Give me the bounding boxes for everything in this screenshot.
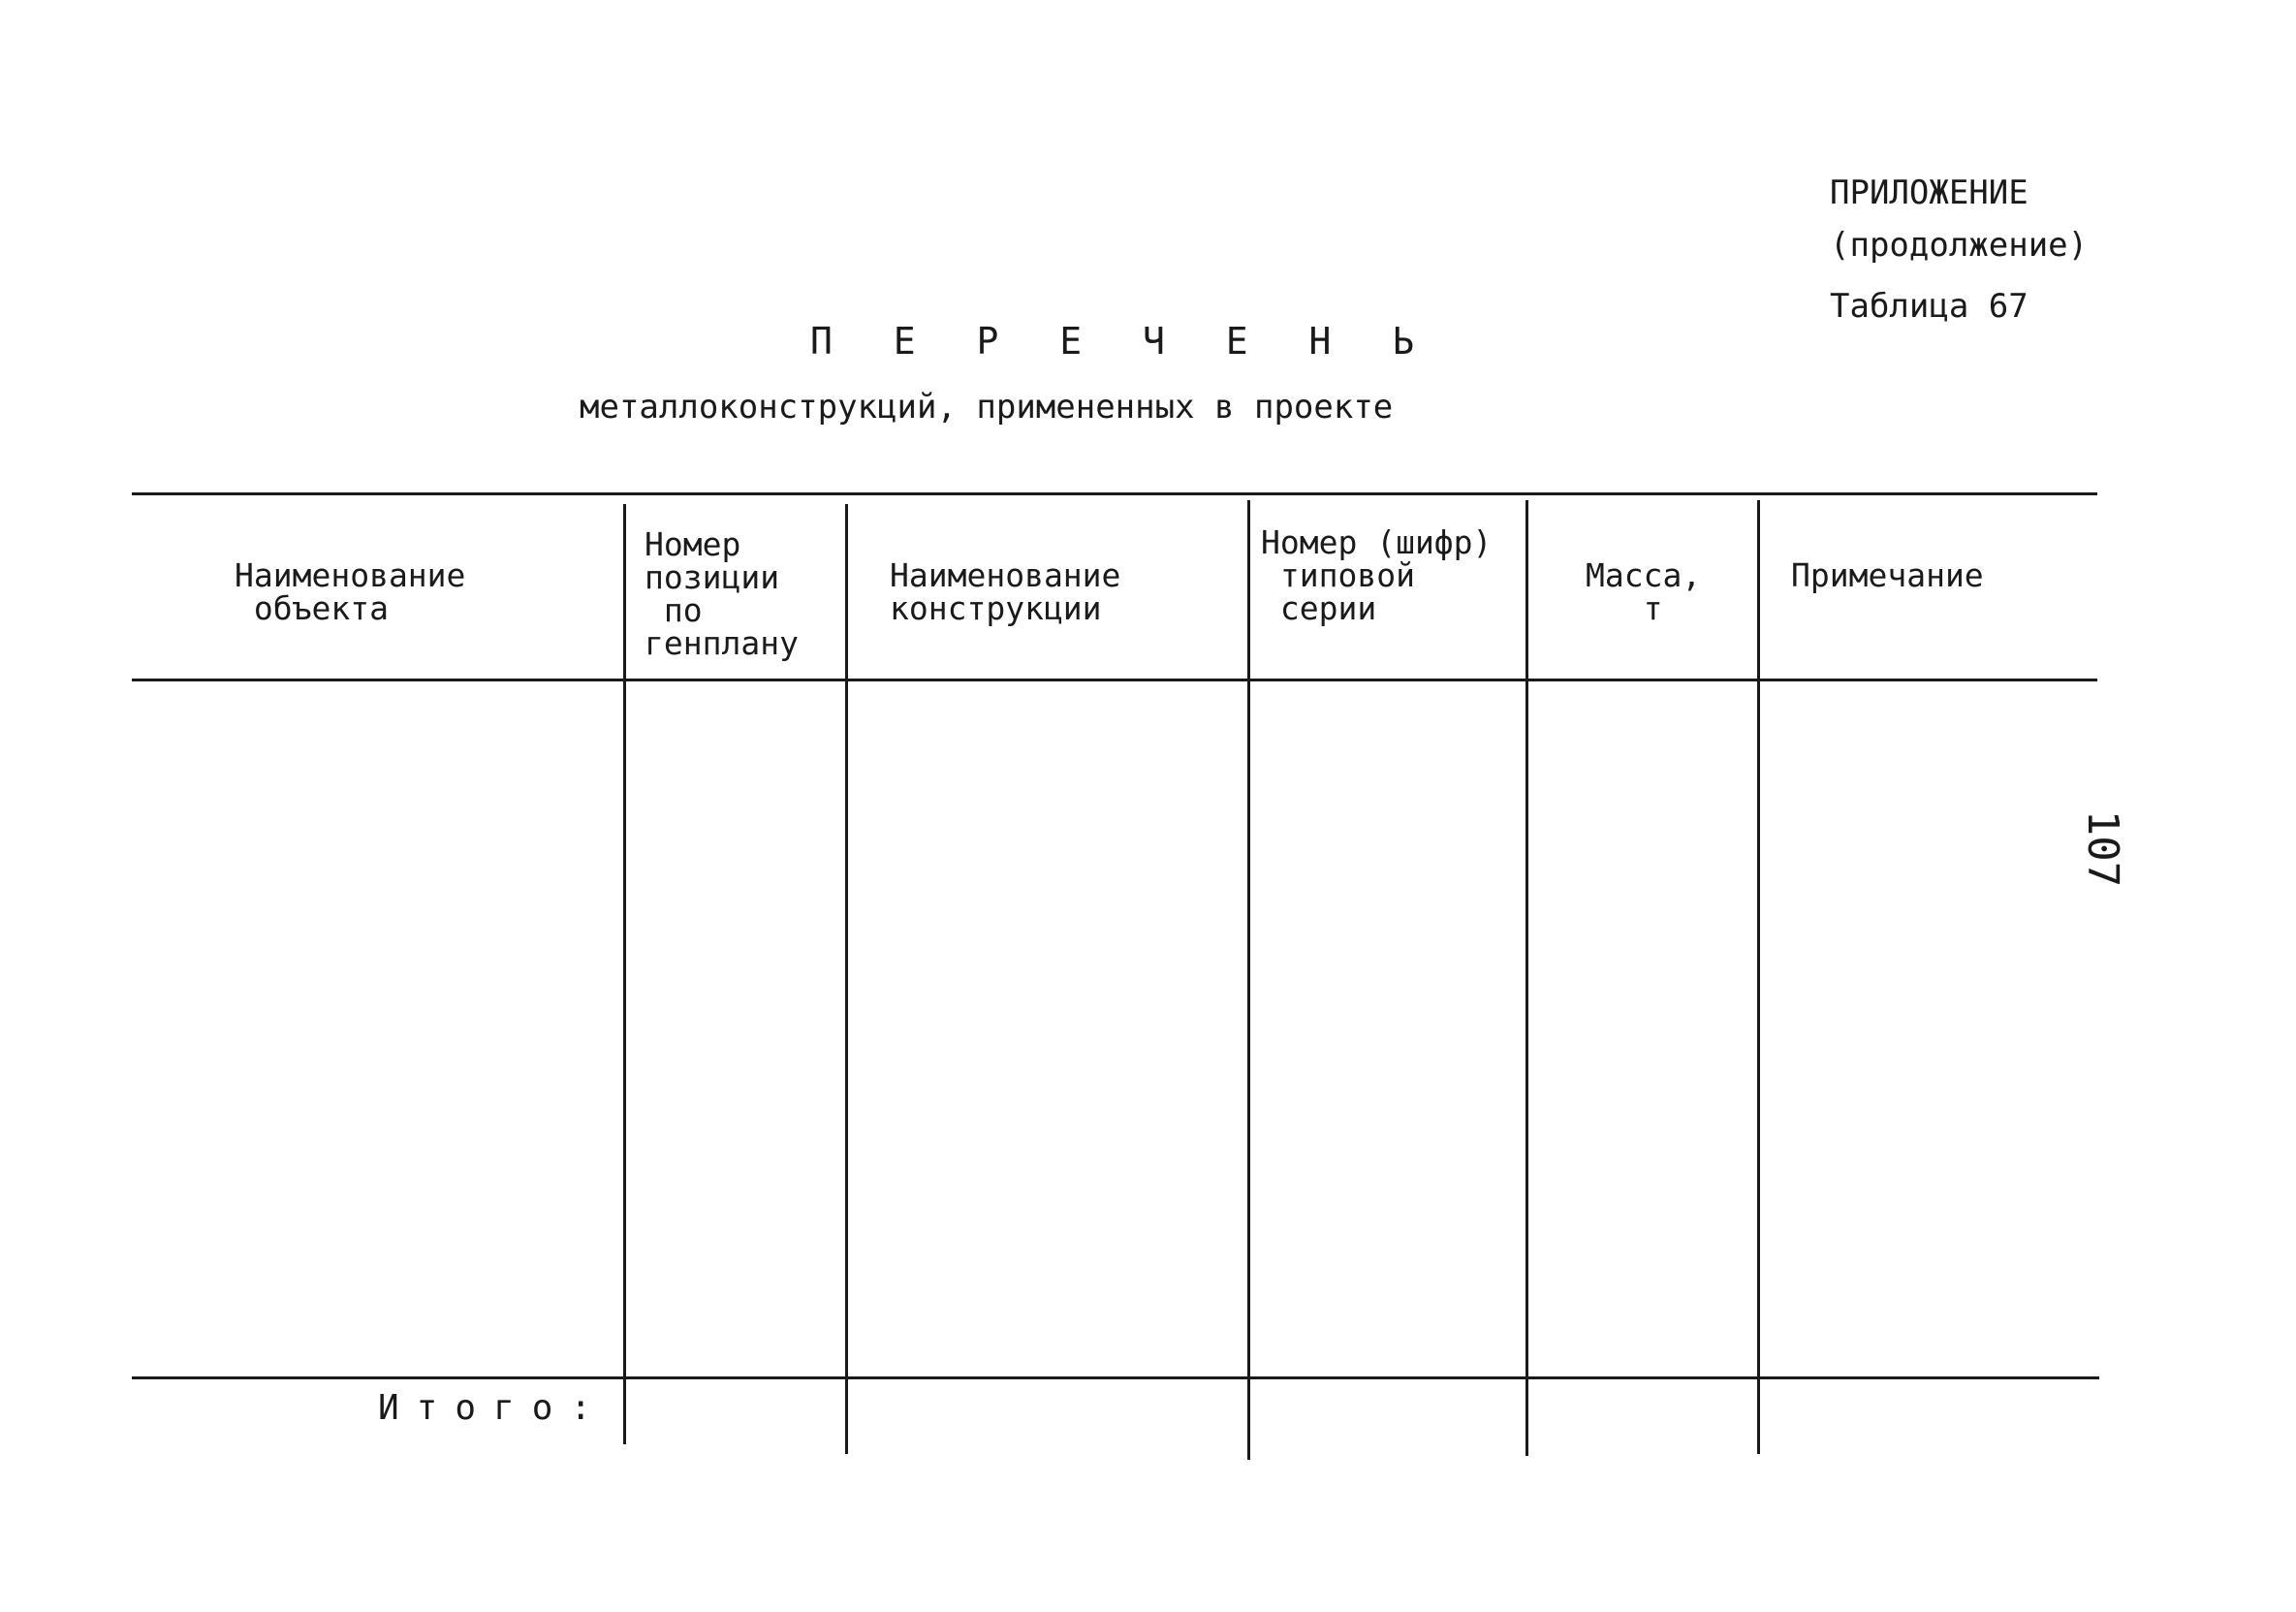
table-total-rule bbox=[132, 1376, 2099, 1379]
table-header-rule bbox=[132, 679, 2097, 681]
column-header-series-code: Номер (шифр) типовой серии bbox=[1261, 523, 1493, 627]
page-number: 107 bbox=[2078, 809, 2128, 888]
column-divider bbox=[845, 504, 848, 1454]
table-top-rule bbox=[132, 492, 2097, 495]
column-header-object-name: Наименование объекта bbox=[235, 556, 466, 627]
column-header-note: Примечание bbox=[1791, 556, 1984, 594]
column-divider bbox=[1247, 500, 1250, 1460]
appendix-header bbox=[1830, 167, 2088, 271]
column-divider bbox=[623, 504, 626, 1444]
document-subtitle: металлоконструкций, примененных в проекте bbox=[580, 388, 1394, 427]
column-divider bbox=[1757, 500, 1760, 1454]
column-header-construction-name: Наименование конструкции bbox=[890, 556, 1121, 627]
column-header-position-number: Номер позиции по генплану bbox=[645, 525, 799, 662]
appendix-continuation: (продолжение) bbox=[1830, 226, 2089, 265]
column-divider bbox=[1525, 500, 1528, 1456]
appendix-label: ПРИЛОЖЕНИЕ bbox=[1830, 174, 2029, 212]
column-header-mass: Масса, т bbox=[1586, 556, 1702, 627]
total-label: Итого: bbox=[378, 1388, 610, 1428]
table-number: Таблица 67 bbox=[1830, 287, 2029, 326]
document-title: П Е Р Е Ч Е Н Ь bbox=[810, 320, 1434, 363]
